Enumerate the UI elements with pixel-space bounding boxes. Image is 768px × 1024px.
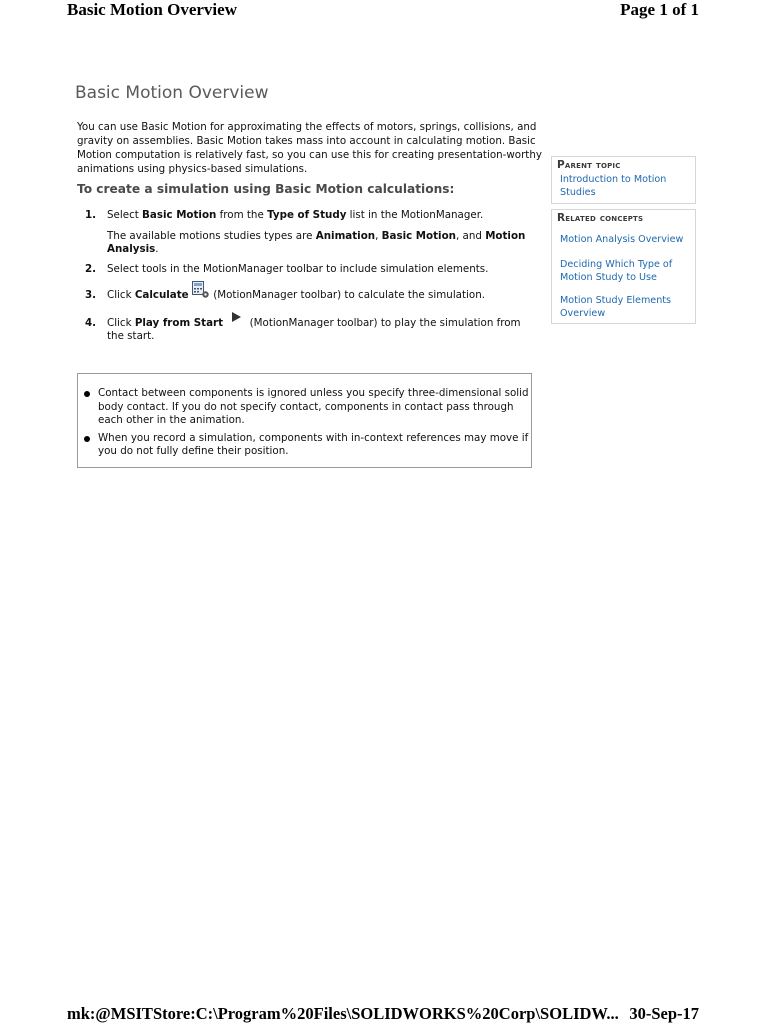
related-link-deciding-motion-study[interactable]: Deciding Which Type of Motion Study to Use — [560, 259, 673, 283]
parent-topic-link[interactable]: Introduction to Motion Studies — [560, 174, 667, 198]
related-link-motion-analysis-overview[interactable]: Motion Analysis Overview — [560, 234, 684, 245]
step-text: The available motions studies types are — [107, 229, 316, 242]
step-1 — [77, 209, 537, 257]
steps-list — [77, 209, 537, 344]
step-3 — [77, 289, 537, 304]
step-text: from the — [216, 209, 268, 221]
step-text: list in the MotionManager. — [346, 209, 484, 221]
note-item — [84, 387, 529, 428]
step-4 — [77, 317, 537, 344]
step-1-detail — [107, 230, 537, 257]
related-link-motion-study-elements[interactable]: Motion Study Elements Overview — [560, 295, 672, 319]
step-2 — [77, 263, 537, 277]
related-concepts-box — [551, 209, 696, 324]
step-number: 3. — [85, 289, 97, 301]
bullet-icon — [84, 391, 90, 397]
print-header-title: Basic Motion Overview — [67, 0, 237, 19]
step-text: (MotionManager toolbar) to play the simulation from the start. — [107, 316, 521, 342]
step-text: Click — [107, 316, 135, 329]
step-text: Select tools in the MotionManager toolbar to include simulation elements. — [107, 262, 489, 275]
intro-paragraph: You can use Basic Motion for approximating the effects of motors, springs, collisions, and gravity on assemblies. Basic Motion takes mass into account in calculating motion. Basic Motion computation is relatively fast, so you can use this for creating presentation-worthy animations using physics-based simulations. — [77, 121, 542, 175]
note-text: When you record a simulation, components with in-context references may move if you do not fully define their position. — [98, 431, 529, 457]
step-number: 2. — [85, 262, 97, 275]
ui-term: Motion Analysis — [107, 229, 526, 255]
print-footer-date: 30-Sep-17 — [629, 1004, 699, 1023]
print-header-page: Page 1 of 1 — [620, 0, 699, 19]
ui-term: Basic Motion — [381, 229, 456, 242]
ui-term: Play from Start — [134, 316, 224, 329]
ui-term: Basic Motion — [142, 209, 217, 221]
print-header — [67, 0, 699, 22]
note-box — [77, 373, 532, 468]
parent-topic-box — [551, 156, 696, 204]
note-item — [84, 432, 529, 459]
procedure-heading: To create a simulation using Basic Motion calculations: — [77, 182, 455, 196]
bullet-icon — [84, 436, 90, 442]
step-text: Select — [107, 209, 143, 221]
ui-term: Calculate — [134, 289, 189, 301]
notes-list — [84, 387, 529, 459]
note-text: Contact between components is ignored unless you specify three-dimensional solid body contact. If you do not specify contact, components in contact pass through each other in the animation. — [98, 387, 529, 426]
step-number: 1. — [85, 209, 97, 221]
print-footer-url: mk:@MSITStore:C:\Program%20Files\SOLIDWORKS%20Corp\SOLIDW... — [67, 1004, 619, 1023]
ui-term: Type of Study — [267, 209, 347, 221]
ui-term: Animation — [315, 229, 376, 242]
calculate-icon — [192, 281, 210, 304]
step-text: , — [375, 229, 382, 242]
step-text: . — [155, 243, 159, 255]
print-footer — [67, 1004, 699, 1024]
step-text: , and — [455, 229, 486, 242]
related-concepts-heading: Related concepts — [557, 212, 644, 224]
step-text: (MotionManager toolbar) to calculate the simulation. — [209, 289, 485, 301]
parent-topic-heading: Parent topic — [557, 159, 621, 171]
page-title: Basic Motion Overview — [75, 83, 269, 103]
step-number: 4. — [85, 316, 97, 329]
play-icon — [230, 311, 242, 328]
step-text: Click — [107, 289, 135, 301]
